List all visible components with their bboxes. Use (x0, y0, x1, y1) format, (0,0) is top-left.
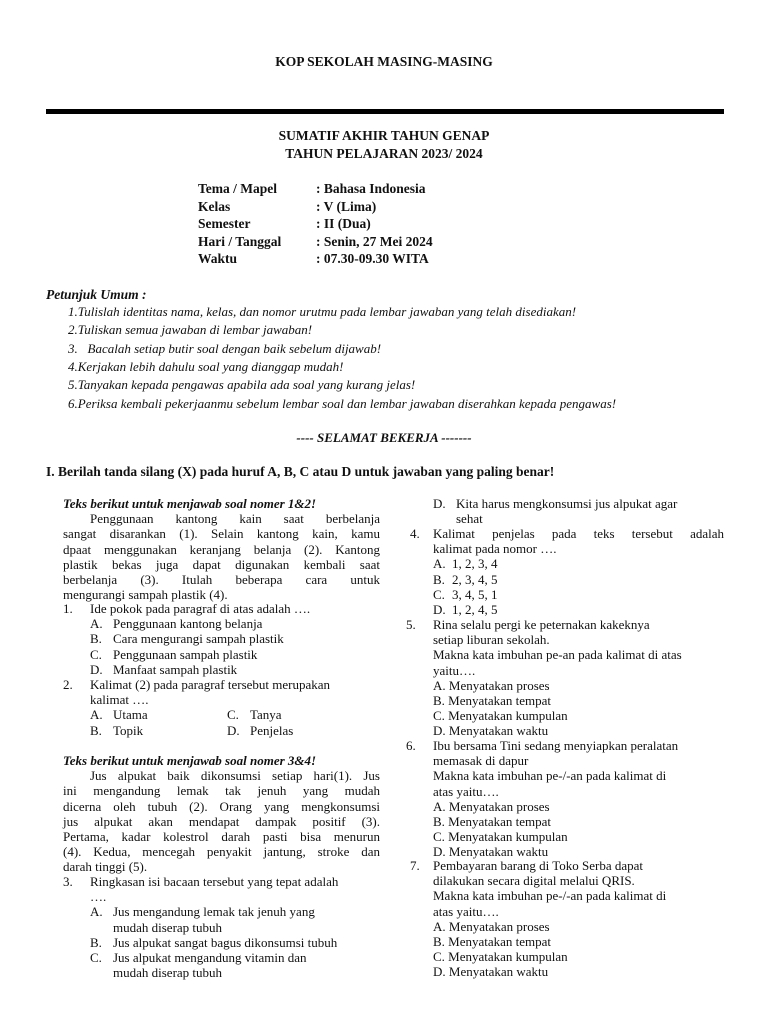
section-instruction: I. Berilah tanda silang (X) pada huruf A, B, C atau D untuk jawaban yang paling benar! (46, 464, 555, 479)
passage-line: plastik bekas juga dapat digunakan kembali saat (63, 556, 380, 572)
instruction-item: 2.Tuliskan semua jawaban di lembar jawaban! (68, 322, 313, 337)
question-7 (410, 858, 724, 980)
passage-line: dicerna oleh tubuh (2). Orang yang mengkonsumsi (63, 798, 380, 814)
option-c[interactable] (63, 950, 383, 980)
option-letter: B. (433, 571, 445, 587)
option-c[interactable]: C. Menyatakan kumpulan (433, 829, 568, 845)
question-text-cont: memasak di dapur (433, 753, 529, 769)
option-text: Jus alpukat mengandung vitamin dan (113, 950, 307, 966)
question-prompt: Makna kata imbuhan pe-/-an pada kalimat di (433, 888, 667, 904)
option-letter: D. (433, 496, 446, 511)
option-text: 2, 3, 4, 5 (452, 571, 498, 587)
instruction-item: 3. Bacalah setiap butir soal dengan baik sebelum dijawab! (68, 341, 382, 356)
info-value: : 07.30-09.30 WITA (316, 251, 429, 266)
option-letter: B. (90, 722, 102, 738)
option-text: 1, 2, 3, 4 (452, 556, 498, 572)
question-number: 2. (63, 677, 73, 692)
option-text-cont: sehat (456, 511, 483, 527)
option-c[interactable] (410, 587, 724, 602)
option-letter: A. (433, 556, 446, 572)
info-row-class (198, 199, 433, 217)
question-text: Ibu bersama Tini sedang menyiapkan peralatan (433, 738, 679, 753)
question-text-cont: setiap liburan sekolah. (433, 632, 550, 648)
option-a[interactable]: A. Menyatakan proses (433, 798, 550, 814)
passage-line: sangat disarankan (1). Selain kantong kain, kamu (63, 526, 380, 542)
option-text: Tanya (250, 707, 282, 723)
passage-line: berbelanja (3). Itulah beberapa cara untuk (63, 572, 380, 588)
question-prompt: Makna kata imbuhan pe-/-an pada kalimat di (433, 768, 667, 784)
option-d[interactable]: D. Menyatakan waktu (433, 844, 549, 860)
exam-title: SUMATIF AKHIR TAHUN GENAP (278, 128, 490, 143)
passage-line: (4). Kedua, mencegah penyakit jantung, stroke dan (63, 844, 380, 860)
option-d[interactable] (410, 602, 724, 617)
passage-line: Jus alpukat baik dikonsumsi setiap hari(1). Jus (90, 768, 380, 784)
question-4 (410, 526, 724, 617)
option-letter: A. (90, 707, 103, 723)
option-b[interactable]: B. Menyatakan tempat (433, 814, 552, 830)
question-number: 3. (63, 874, 73, 889)
option-d[interactable]: D. Menyatakan waktu (433, 964, 549, 980)
info-label: Hari / Tanggal (198, 233, 282, 249)
option-a[interactable] (90, 707, 227, 722)
passage-line: Penggunaan kantong kain saat berbelanja (90, 511, 380, 527)
option-letter: A. (90, 616, 103, 632)
passage-heading: Teks berikut untuk menjawab soal nomer 3&4! (63, 753, 317, 768)
option-d[interactable]: D. Menyatakan waktu (433, 723, 549, 739)
question-3-option-d[interactable] (433, 496, 733, 526)
passage-heading: Teks berikut untuk menjawab soal nomer 1&2! (63, 496, 317, 511)
option-text: 3, 4, 5, 1 (452, 586, 498, 602)
info-row-semester (198, 216, 433, 234)
option-a[interactable] (410, 556, 724, 571)
info-value: : II (Dua) (316, 216, 371, 231)
info-row-subject (198, 181, 433, 199)
header-divider (46, 109, 724, 114)
instruction-item: 1.Tulislah identitas nama, kelas, dan nomor urutmu pada lembar jawaban yang telah disediakan! (68, 304, 577, 319)
option-c[interactable] (63, 647, 383, 662)
question-1 (63, 601, 383, 677)
option-text-cont: mudah diserap tubuh (113, 919, 223, 935)
info-label: Tema / Mapel (198, 181, 277, 196)
question-text-cont: kalimat …. (90, 692, 149, 708)
option-text: Penjelas (250, 722, 294, 738)
info-label: Waktu (198, 251, 238, 266)
option-letter: C. (90, 950, 102, 966)
instruction-item: 4.Kerjakan lebih dahulu soal yang dianggap mudah! (68, 359, 344, 374)
passage-line: darah tinggi (5). (63, 859, 148, 875)
option-letter: C. (227, 707, 239, 723)
question-text-cont: kalimat pada nomor …. (433, 541, 557, 557)
option-c[interactable]: C. Menyatakan kumpulan (433, 949, 568, 965)
option-text: Cara mengurangi sampah plastik (113, 631, 284, 647)
option-d[interactable] (63, 662, 383, 677)
question-number: 5. (406, 617, 416, 632)
good-luck-banner: ---- SELAMAT BEKERJA ------- (296, 430, 472, 445)
instruction-item: 5.Tanyakan kepada pengawas apabila ada soal yang kurang jelas! (68, 377, 416, 392)
school-letterhead: KOP SEKOLAH MASING-MASING (275, 54, 493, 69)
option-a[interactable]: A. Menyatakan proses (433, 677, 550, 693)
question-6 (406, 738, 724, 860)
question-2 (63, 677, 383, 738)
passage-line: ini mengandung lemak tak jenuh yang mudah (63, 783, 380, 799)
option-letter: A. (90, 904, 103, 920)
info-value: : V (Lima) (316, 198, 377, 214)
instruction-item: 6.Periksa kembali pekerjaanmu sebelum lembar soal dan lembar jawaban diserahkan kepada pengawas! (68, 396, 617, 411)
passage-line: Pertama, kadar kolestrol darah pasti bisa menurun (63, 829, 380, 845)
option-letter: D. (90, 661, 103, 677)
option-text: Penggunaan kantong belanja (113, 616, 263, 632)
option-text: Kita harus mengkonsumsi jus alpukat agar (456, 496, 678, 511)
info-value: : Bahasa Indonesia (316, 181, 426, 196)
question-prompt-cont: atas yaitu…. (433, 903, 499, 919)
option-letter: B. (90, 631, 102, 647)
question-prompt-cont: atas yaitu…. (433, 783, 499, 799)
option-letter: C. (90, 646, 102, 662)
question-prompt: Makna kata imbuhan pe-an pada kalimat di atas (433, 647, 682, 663)
option-text: Penggunaan sampah plastik (113, 646, 258, 662)
option-letter: C. (433, 586, 445, 602)
option-c[interactable] (227, 707, 282, 722)
option-letter: D. (227, 722, 240, 738)
question-number: 4. (410, 526, 420, 541)
info-value: : Senin, 27 Mei 2024 (316, 233, 433, 249)
academic-year: TAHUN PELAJARAN 2023/ 2024 (285, 146, 483, 161)
option-letter: D. (433, 602, 446, 618)
question-3 (63, 874, 383, 980)
passage-2-block (63, 753, 380, 875)
option-b[interactable] (63, 631, 383, 646)
option-d[interactable] (227, 723, 293, 738)
option-text: Utama (113, 707, 148, 723)
option-b[interactable] (90, 723, 227, 738)
question-text: Kalimat penjelas pada teks tersebut adalah (433, 526, 724, 541)
option-a[interactable]: A. Menyatakan proses (433, 918, 550, 934)
info-row-time (198, 251, 433, 269)
option-b[interactable]: B. Menyatakan tempat (433, 693, 552, 709)
question-5 (406, 617, 724, 739)
question-text: Pembayaran barang di Toko Serba dapat (433, 858, 644, 873)
question-text: Kalimat (2) pada paragraf tersebut merupakan (90, 677, 331, 692)
option-a[interactable] (63, 616, 383, 631)
option-b[interactable] (63, 935, 383, 950)
option-text: Jus alpukat sangat bagus dikonsumsi tubuh (113, 934, 338, 950)
passage-line: jus alpukat akan mendapat dampak positif (3). (63, 813, 380, 829)
instructions-heading: Petunjuk Umum : (46, 287, 147, 302)
option-c[interactable]: C. Menyatakan kumpulan (433, 708, 568, 724)
exam-info-table (198, 181, 433, 269)
question-text: Rina selalu pergi ke peternakan kakeknya (433, 617, 650, 632)
option-text-cont: mudah diserap tubuh (113, 965, 223, 981)
info-label: Semester (198, 216, 251, 231)
info-row-date (198, 234, 433, 252)
question-number: 6. (406, 738, 416, 753)
option-text: Topik (113, 722, 144, 738)
option-b[interactable] (410, 572, 724, 587)
question-number: 7. (410, 858, 420, 873)
passage-1 (63, 511, 380, 602)
option-text: Jus mengandung lemak tak jenuh yang (113, 904, 315, 920)
option-text: 1, 2, 4, 5 (452, 602, 498, 618)
question-number: 1. (63, 601, 73, 616)
passage-line: mengurangi sampah plastik (4). (63, 587, 228, 603)
option-letter: B. (90, 934, 102, 950)
option-text: Manfaat sampah plastik (113, 661, 238, 677)
passage-line: dpaat menggunakan keranjang belanja (2). Kantong (63, 541, 380, 557)
question-prompt-cont: yaitu…. (433, 662, 476, 678)
info-label: Kelas (198, 198, 231, 214)
option-b[interactable]: B. Menyatakan tempat (433, 934, 552, 950)
left-column (63, 496, 380, 602)
question-text: Ide pokok pada paragraf di atas adalah …. (90, 601, 311, 616)
question-text: Ringkasan isi bacaan tersebut yang tepat adalah (90, 874, 339, 889)
question-text-cont: dilakukan secara digital melalui QRIS. (433, 873, 635, 889)
question-text-cont: …. (90, 889, 107, 905)
option-a[interactable] (63, 904, 383, 934)
